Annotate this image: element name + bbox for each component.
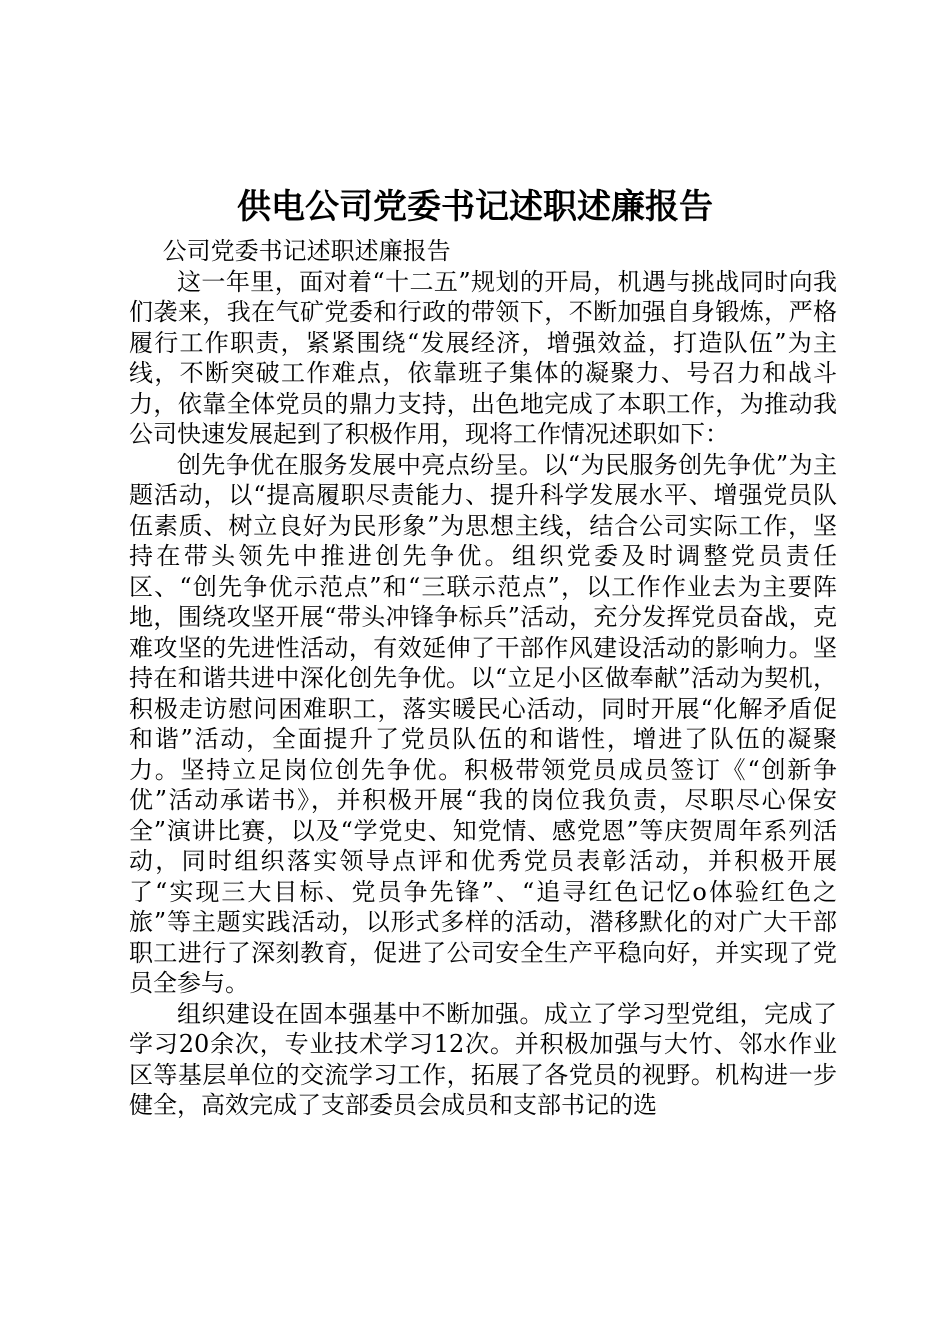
document-subtitle: 公司党委书记述职述廉报告 — [162, 237, 451, 265]
document-title: 供电公司党委书记述职述廉报告 — [237, 187, 713, 227]
paragraph-chuangxian: 创先争优在服务发展中亮点纷呈。以“为民服务创先争优”为主题活动，以“提高履职尽责能力、提升科学发展水平、增强党员队伍素质、树立良好为民形象”为思想主线，结合公司实际工作，坚持在带头领先中推进创先争优。组织党委及时调整党员责任区、“创先争优示范点”和“三联示范点”，以工作作业去为主要阵地，围绕攻坚开展“带头冲锋争标兵”活动，充分发挥党员奋战，克难攻坚的先进性活动，有效延伸了干部作风建设活动的影响力。坚持在和谐共进中深化创先争优。以“立足小区做奉献”活动为契机，积极走访慰问困难职工，落实暖民心活动，同时开展“化解矛盾促和谐”活动，全面提升了党员队伍的和谐性，增进了队伍的凝聚力。坚持立足岗位创先争优。积极带领党员成员签订《“创新争优”活动承诺书》，并积极开展“我的岗位我负责，尽职尽心保安全”演讲比赛，以及“学党史、知党情、感党恩”等庆贺周年系列活动，同时组织落实领导点评和优秀党员表彰活动，并积极开展了“实现三大目标、党员争先锋”、“追寻红色记忆o体验红色之旅”等主题实践活动，以形式多样的活动，潜移默化的对广大干部职工进行了深刻教育，促进了公司安全生产平稳向好，并实现了党员全参与。 — [129, 450, 837, 997]
document-body — [129, 236, 837, 1121]
paragraph-zuzhi: 组织建设在固本强基中不断加强。成立了学习型党组，完成了学习20余次，专业技术学习12次。并积极加强与大竹、邻水作业区等基层单位的交流学习工作，拓展了各党员的视野。机构进一步健全，高效完成了支部委员会成员和支部书记的选 — [129, 999, 837, 1119]
paragraph-intro: 这一年里，面对着“十二五”规划的开局，机遇与挑战同时向我们袭来，我在气矿党委和行政的带领下，不断加强自身锻炼，严格履行工作职责，紧紧围绕“发展经济，增强效益，打造队伍”为主线，不断突破工作难点，依靠班子集体的凝聚力、号召力和战斗力，依靠全体党员的鼎力支持，出色地完成了本职工作，为推动我公司快速发展起到了积极作用，现将工作情况述职如下： — [129, 267, 837, 448]
